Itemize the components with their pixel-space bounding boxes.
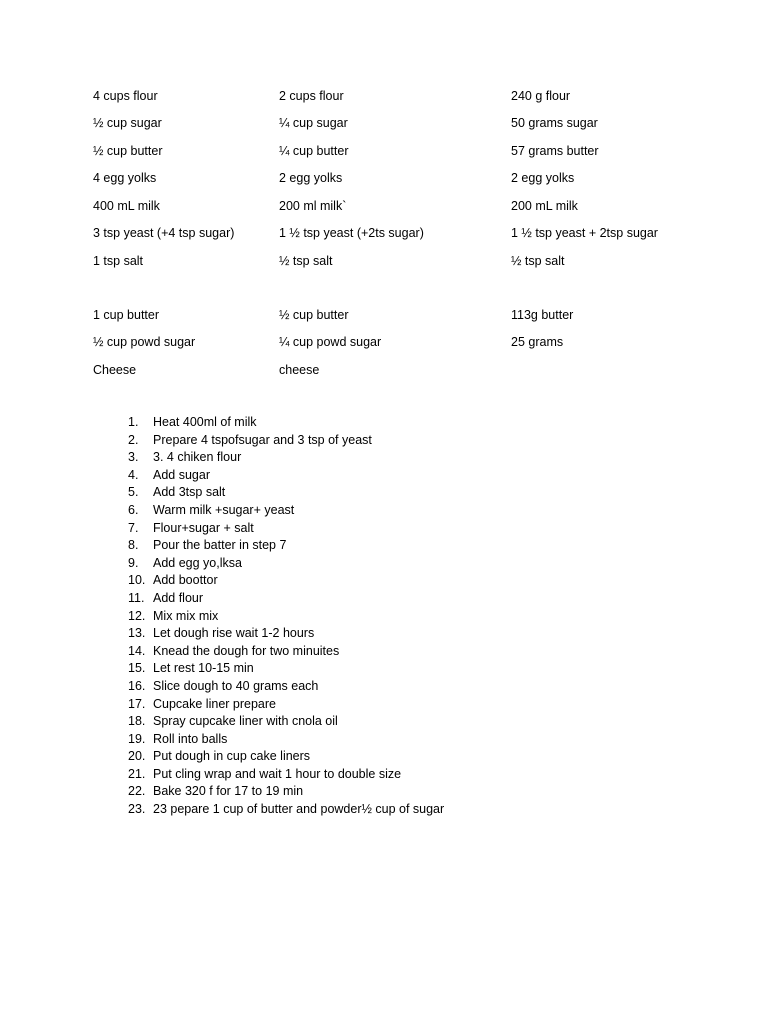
list-item [0,660,768,678]
table-row [0,169,768,187]
table-cell: 1 tsp salt [93,254,144,268]
table-cell: 2 cups flour [279,89,344,103]
table-cell: 57 grams butter [511,144,599,158]
list-item [0,502,768,520]
list-item [0,748,768,766]
table-cell: cheese [279,363,320,377]
steps-list [0,414,768,819]
table-row [0,87,768,105]
step-text: Pour the batter in step 7 [153,538,287,553]
table-cell: ¼ cup powd sugar [279,335,382,349]
step-number: 7. [128,520,139,535]
table-cell: ½ cup powd sugar [93,335,196,349]
table-cell: 4 cups flour [93,89,158,103]
list-item [0,520,768,538]
step-text: Add sugar [153,467,210,482]
list-item [0,555,768,573]
step-text: Add 3tsp salt [153,485,226,500]
step-number: 6. [128,502,139,517]
list-item [0,766,768,784]
table-row [0,197,768,215]
step-number: 13. [128,626,146,641]
list-item [0,713,768,731]
step-number: 18. [128,714,146,729]
step-number: 15. [128,661,146,676]
step-number: 14. [128,643,146,658]
table-cell: 200 mL milk [511,199,578,213]
step-text: Prepare 4 tspofsugar and 3 tsp of yeast [153,432,372,447]
list-item [0,696,768,714]
step-text: Let rest 10-15 min [153,661,254,676]
list-item [0,484,768,502]
step-number: 17. [128,696,146,711]
list-item [0,537,768,555]
step-number: 16. [128,678,146,693]
list-item [0,608,768,626]
step-number: 5. [128,485,139,500]
step-text: 23 pepare 1 cup of butter and powder½ cup of sugar [153,802,445,817]
table-row [0,306,768,324]
step-text: Mix mix mix [153,608,219,623]
table-cell: 400 mL milk [93,199,160,213]
step-text: Spray cupcake liner with cnola oil [153,714,338,729]
table-cell: 50 grams sugar [511,116,598,130]
table-row [0,333,768,351]
list-item [0,643,768,661]
step-number: 19. [128,731,146,746]
table-cell: ½ tsp salt [279,254,333,268]
step-number: 21. [128,766,146,781]
list-item [0,449,768,467]
step-text: 3. 4 chiken flour [153,450,242,465]
step-number: 10. [128,573,146,588]
table-cell: 200 ml milk` [279,199,347,213]
list-item [0,432,768,450]
list-item [0,678,768,696]
table-cell: 2 egg yolks [511,171,575,185]
table-cell: ¼ cup butter [279,144,349,158]
step-text: Roll into balls [153,731,228,746]
list-item [0,731,768,749]
step-number: 2. [128,432,139,447]
table-cell: 25 grams [511,335,564,349]
table-cell: 1 cup butter [93,308,160,322]
step-text: Add flour [153,590,204,605]
table-cell: ½ cup butter [279,308,349,322]
list-item [0,572,768,590]
step-text: Put dough in cup cake liners [153,749,311,764]
table-row [0,142,768,160]
step-text: Heat 400ml of milk [153,415,257,429]
step-text: Put cling wrap and wait 1 hour to double size [153,766,402,781]
list-item [0,801,768,819]
table-cell: ½ cup sugar [93,116,162,130]
step-text: Slice dough to 40 grams each [153,678,319,693]
step-text: Cupcake liner prepare [153,696,276,711]
step-number: 22. [128,784,146,799]
step-number: 8. [128,538,139,553]
step-text: Add boottor [153,573,218,588]
step-text: Add egg yo,lksa [153,555,242,570]
table-cell: 3 tsp yeast (+4 tsp sugar) [93,226,235,240]
list-item [0,590,768,608]
table-row [0,114,768,132]
table-cell: ½ cup butter [93,144,163,158]
step-number: 4. [128,467,139,482]
table-row [0,252,768,270]
list-item [0,783,768,801]
table-cell: 1 ½ tsp yeast + 2tsp sugar [511,226,658,240]
step-number: 11. [128,590,145,605]
list-item [0,414,768,432]
step-number: 3. [128,450,139,465]
list-item [0,467,768,485]
table-cell: 1 ½ tsp yeast (+2ts sugar) [279,226,424,240]
step-text: Let dough rise wait 1-2 hours [153,626,315,641]
table-cell: ½ tsp salt [511,254,565,268]
table-cell: 240 g flour [511,89,571,103]
step-number: 23. [128,802,146,817]
step-number: 20. [128,749,146,764]
table-cell: 2 egg yolks [279,171,343,185]
step-text: Warm milk +sugar+ yeast [153,502,295,517]
step-text: Flour+sugar + salt [153,520,254,535]
step-text: Knead the dough for two minuites [153,643,340,658]
table-cell: ¼ cup sugar [279,116,348,130]
step-text: Bake 320 f for 17 to 19 min [153,784,304,799]
list-item [0,625,768,643]
table-cell: 4 egg yolks [93,171,157,185]
table-row [0,224,768,242]
table-cell: Cheese [93,363,137,377]
table-cell: 113g butter [511,308,574,322]
step-number: 12. [128,608,146,623]
step-number: 1. [128,415,139,429]
table-row [0,361,768,379]
step-number: 9. [128,555,139,570]
